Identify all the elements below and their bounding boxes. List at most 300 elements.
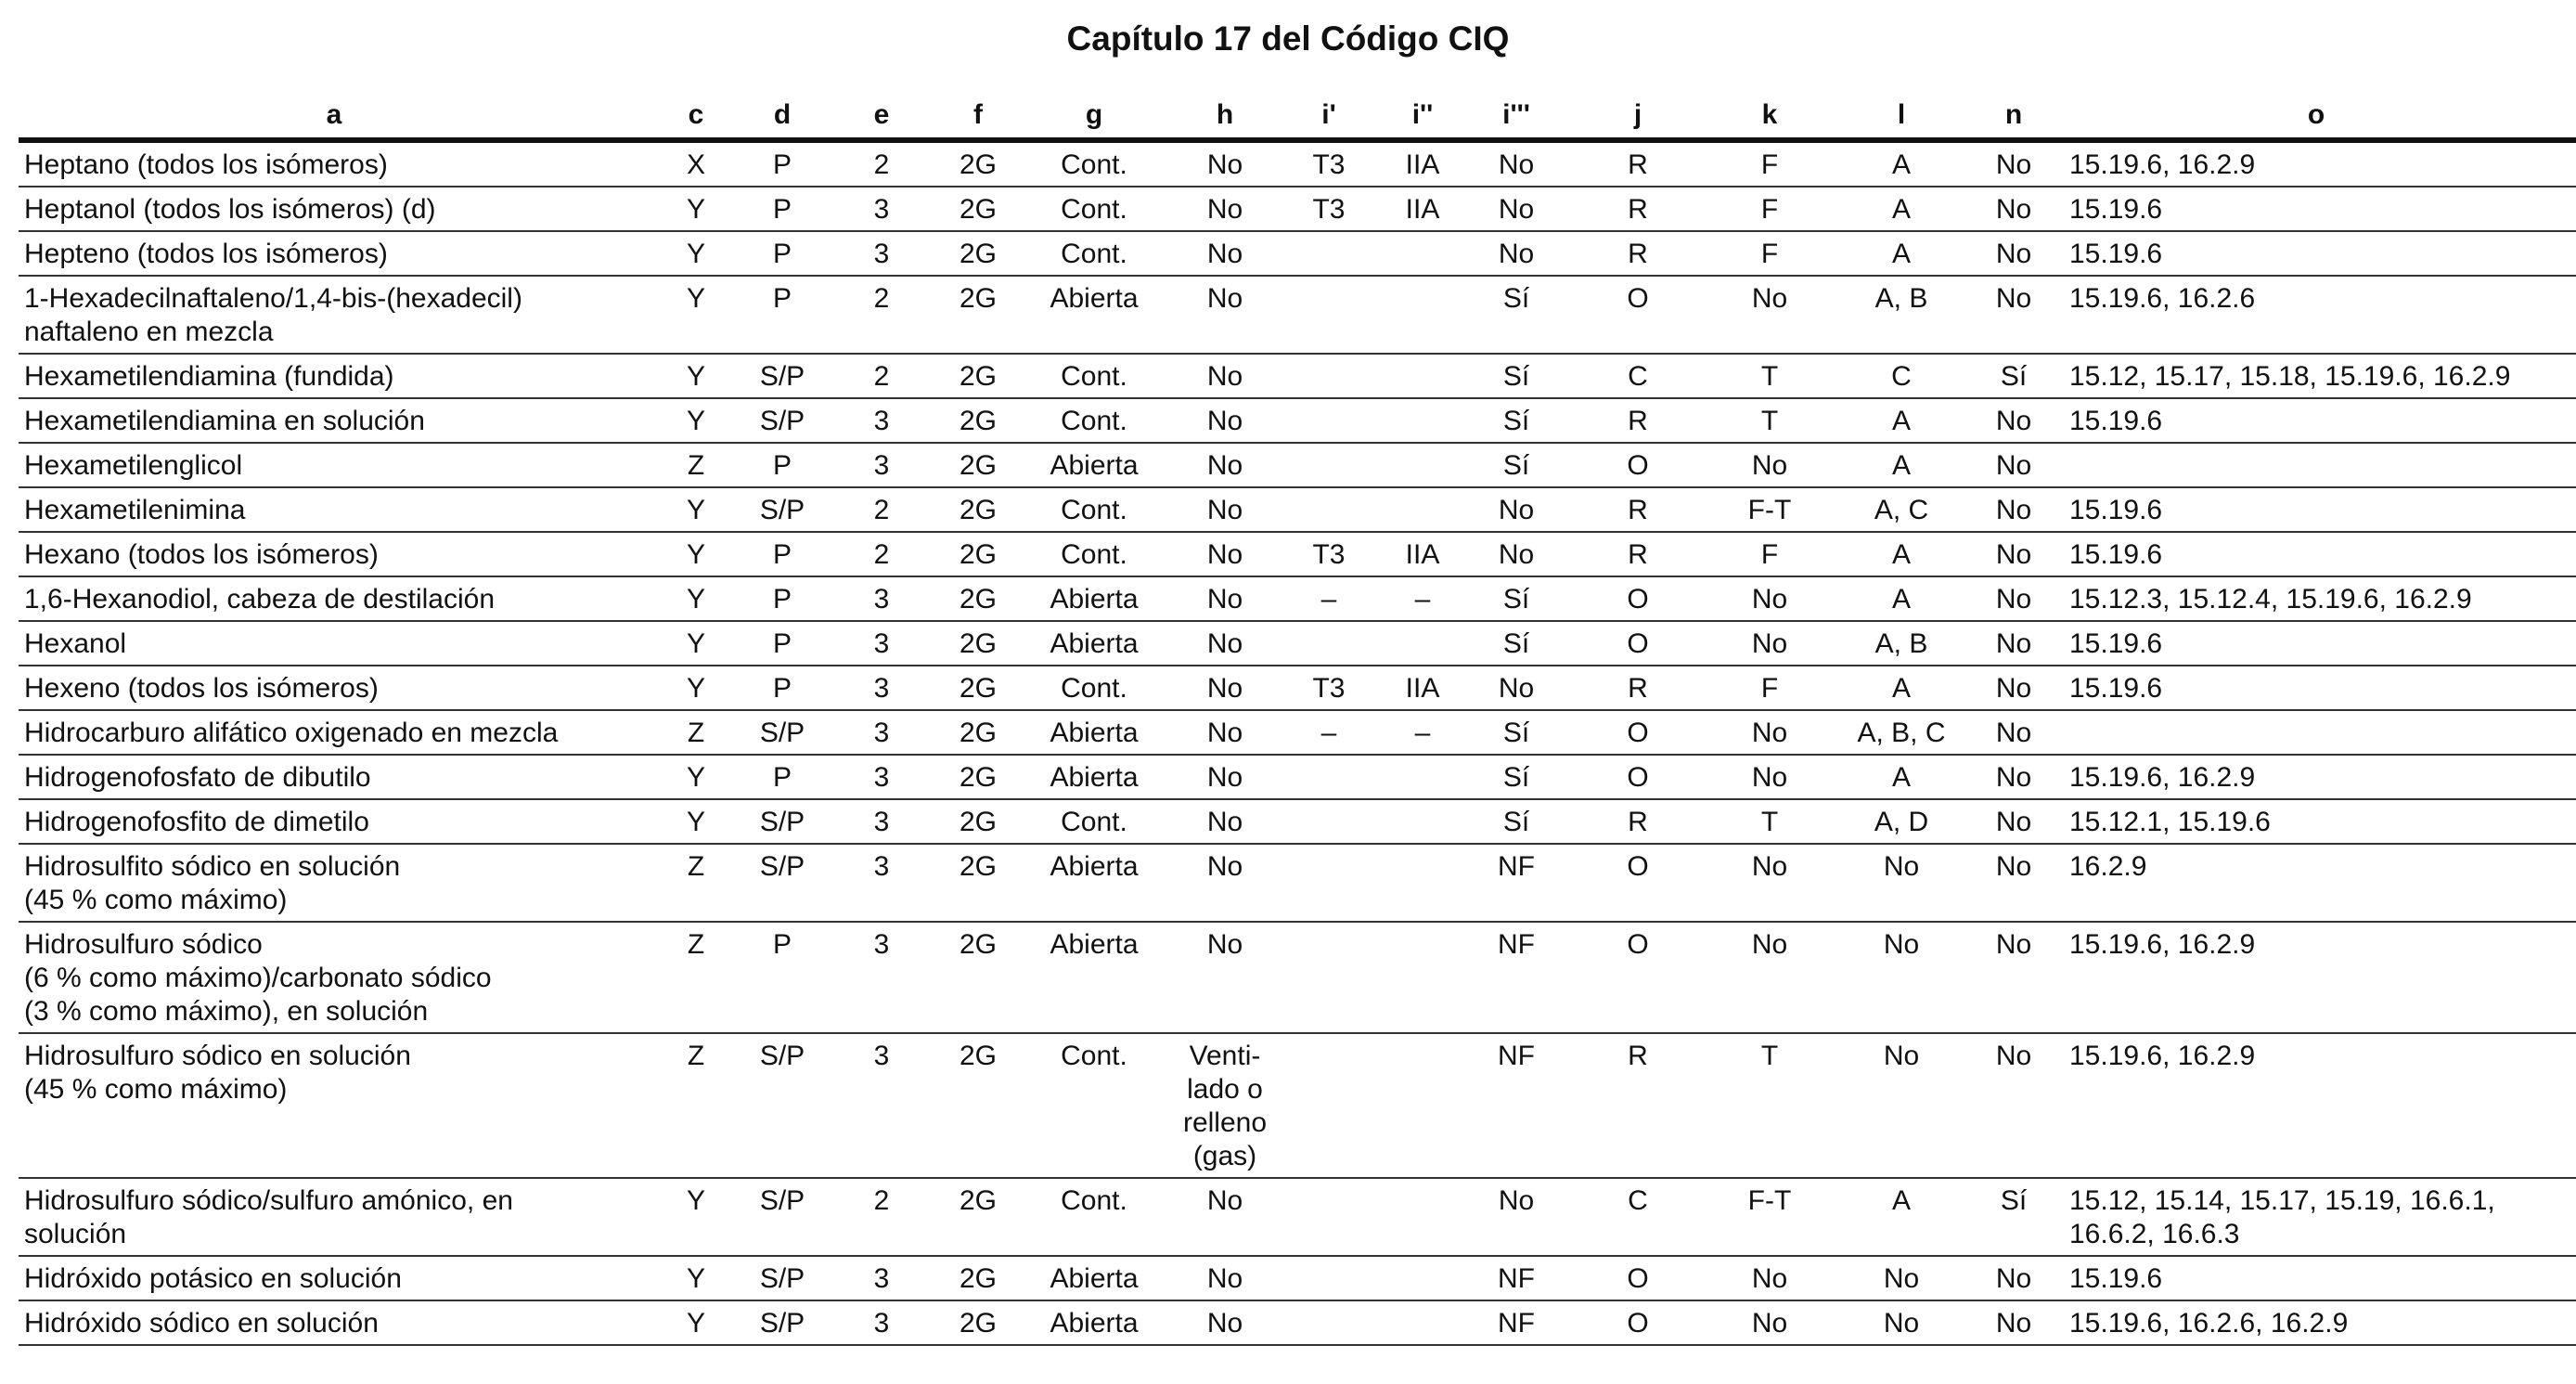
table-cell: No (1464, 532, 1568, 576)
table-cell: 2G (941, 666, 1015, 710)
table-cell: Hidrosulfuro sódico en solución (45 % como máximo) (19, 1033, 650, 1178)
table-cell: 3 (822, 710, 941, 755)
table-cell: Y (650, 621, 742, 666)
table-cell: No (1971, 487, 2056, 532)
table-cell: P (742, 140, 822, 187)
table-cell: Sí (1464, 398, 1568, 443)
table-cell: F-T (1707, 1178, 1832, 1256)
table-row (19, 187, 2576, 231)
table-cell: No (1173, 621, 1277, 666)
table-cell: Cont. (1015, 354, 1173, 398)
table-cell: Abierta (1015, 922, 1173, 1033)
table-cell: O (1568, 710, 1707, 755)
table-cell: P (742, 443, 822, 487)
table-cell: 15.19.6 (2056, 621, 2576, 666)
table-cell: Abierta (1015, 844, 1173, 922)
table-row (19, 844, 2576, 922)
table-cell (1381, 398, 1464, 443)
table-cell: S/P (742, 487, 822, 532)
table-cell: – (1381, 710, 1464, 755)
table-row (19, 532, 2576, 576)
table-cell (1381, 844, 1464, 922)
table-cell: No (1464, 487, 1568, 532)
table-cell (1381, 231, 1464, 276)
table-cell: No (1971, 666, 2056, 710)
table-cell: 2G (941, 1256, 1015, 1300)
table-cell: No (1173, 1178, 1277, 1256)
table-cell: Sí (1464, 799, 1568, 844)
table-cell: Hexametilenimina (19, 487, 650, 532)
table-cell: P (742, 666, 822, 710)
table-cell: Y (650, 354, 742, 398)
table-cell (1381, 487, 1464, 532)
table-cell: No (1173, 755, 1277, 799)
table-cell: 2G (941, 187, 1015, 231)
table-cell: IIA (1381, 532, 1464, 576)
table-cell: Hidróxido sódico en solución (19, 1300, 650, 1345)
table-header-row (19, 93, 2576, 140)
table-cell: No (1173, 487, 1277, 532)
cargo-table (19, 93, 2576, 1346)
table-cell: 2 (822, 532, 941, 576)
table-cell: No (1971, 621, 2056, 666)
table-cell: Abierta (1015, 1256, 1173, 1300)
table-row (19, 799, 2576, 844)
table-cell: No (1971, 398, 2056, 443)
table-cell: No (1971, 231, 2056, 276)
table-cell: Y (650, 1178, 742, 1256)
table-cell: Sí (1971, 354, 2056, 398)
table-cell (1381, 755, 1464, 799)
table-cell: R (1568, 231, 1707, 276)
table-cell: C (1568, 354, 1707, 398)
table-cell: R (1568, 1033, 1707, 1178)
table-cell: F (1707, 666, 1832, 710)
table-cell: Cont. (1015, 231, 1173, 276)
table-cell: C (1568, 1178, 1707, 1256)
table-cell: O (1568, 922, 1707, 1033)
table-row (19, 710, 2576, 755)
table-cell: R (1568, 398, 1707, 443)
table-cell: 3 (822, 443, 941, 487)
table-cell: Abierta (1015, 1300, 1173, 1345)
table-cell (1277, 354, 1381, 398)
table-cell: Cont. (1015, 799, 1173, 844)
table-cell: A (1832, 755, 1971, 799)
table-cell: 2G (941, 844, 1015, 922)
table-cell: 15.19.6 (2056, 187, 2576, 231)
table-cell (1381, 922, 1464, 1033)
table-cell: A, B (1832, 276, 1971, 354)
table-cell: – (1277, 710, 1381, 755)
column-header: k (1707, 93, 1832, 140)
table-cell: 15.19.6 (2056, 1256, 2576, 1300)
table-cell (1277, 398, 1381, 443)
table-cell (1277, 1033, 1381, 1178)
table-cell: R (1568, 140, 1707, 187)
table-cell: 15.12.1, 15.19.6 (2056, 799, 2576, 844)
table-cell: 3 (822, 1033, 941, 1178)
table-cell: Hidrocarburo alifático oxigenado en mezcla (19, 710, 650, 755)
table-cell: Hexametilenglicol (19, 443, 650, 487)
table-cell: Y (650, 532, 742, 576)
table-cell: P (742, 922, 822, 1033)
table-cell: No (1173, 799, 1277, 844)
table-cell: P (742, 755, 822, 799)
table-cell: P (742, 276, 822, 354)
table-cell: No (1971, 710, 2056, 755)
table-cell: 15.12, 15.17, 15.18, 15.19.6, 16.2.9 (2056, 354, 2576, 398)
table-cell: S/P (742, 354, 822, 398)
table-cell: No (1832, 922, 1971, 1033)
table-row (19, 755, 2576, 799)
table-cell (1277, 231, 1381, 276)
column-header: j (1568, 93, 1707, 140)
table-cell: 15.19.6 (2056, 666, 2576, 710)
table-cell: NF (1464, 1256, 1568, 1300)
table-cell: Y (650, 276, 742, 354)
table-cell: F (1707, 532, 1832, 576)
table-cell: – (1277, 576, 1381, 621)
table-cell: No (1464, 140, 1568, 187)
table-cell: No (1173, 1300, 1277, 1345)
table-cell: Hidrogenofosfito de dimetilo (19, 799, 650, 844)
table-cell: No (1971, 799, 2056, 844)
table-cell: 2 (822, 1178, 941, 1256)
table-cell: Z (650, 922, 742, 1033)
table-cell (1277, 844, 1381, 922)
table-cell: Z (650, 710, 742, 755)
table-cell (1381, 354, 1464, 398)
table-cell: 2 (822, 276, 941, 354)
table-cell: – (1381, 576, 1464, 621)
table-cell: Hidrosulfuro sódico (6 % como máximo)/carbonato sódico (3 % como máximo), en solución (19, 922, 650, 1033)
table-cell: 16.2.9 (2056, 844, 2576, 922)
table-cell: 15.12.3, 15.12.4, 15.19.6, 16.2.9 (2056, 576, 2576, 621)
table-cell (1381, 799, 1464, 844)
table-cell: 1-Hexadecilnaftaleno/1,4-bis-(hexadecil) naftaleno en mezcla (19, 276, 650, 354)
column-header: i' (1277, 93, 1381, 140)
table-cell (1381, 1033, 1464, 1178)
table-cell: 3 (822, 844, 941, 922)
table-cell: Y (650, 231, 742, 276)
table-cell: No (1971, 187, 2056, 231)
table-cell (1277, 755, 1381, 799)
table-cell: No (1173, 231, 1277, 276)
table-cell: R (1568, 532, 1707, 576)
column-header: i'' (1381, 93, 1464, 140)
table-cell: Abierta (1015, 576, 1173, 621)
table-cell: Hidrogenofosfato de dibutilo (19, 755, 650, 799)
table-cell: 3 (822, 799, 941, 844)
table-cell (1277, 621, 1381, 666)
table-cell: O (1568, 755, 1707, 799)
table-cell: F-T (1707, 487, 1832, 532)
table-cell: No (1173, 1256, 1277, 1300)
table-cell: 2G (941, 443, 1015, 487)
table-cell: Y (650, 1256, 742, 1300)
table-cell: R (1568, 487, 1707, 532)
table-cell: A, D (1832, 799, 1971, 844)
column-header: d (742, 93, 822, 140)
table-cell: NF (1464, 922, 1568, 1033)
table-cell: Abierta (1015, 755, 1173, 799)
table-cell: No (1173, 443, 1277, 487)
table-cell: No (1707, 621, 1832, 666)
table-cell: No (1464, 187, 1568, 231)
table-cell (1381, 1256, 1464, 1300)
table-cell: Venti- lado o relleno (gas) (1173, 1033, 1277, 1178)
table-cell: IIA (1381, 140, 1464, 187)
table-cell: Hidrosulfito sódico en solución (45 % como máximo) (19, 844, 650, 922)
table-cell: 3 (822, 187, 941, 231)
table-cell: Y (650, 398, 742, 443)
table-cell: No (1971, 576, 2056, 621)
table-cell: P (742, 576, 822, 621)
table-cell: No (1971, 443, 2056, 487)
table-cell: 15.19.6 (2056, 487, 2576, 532)
table-cell: A (1832, 576, 1971, 621)
table-cell: 1,6-Hexanodiol, cabeza de destilación (19, 576, 650, 621)
table-cell: O (1568, 621, 1707, 666)
table-cell: A (1832, 1178, 1971, 1256)
table-cell: 2G (941, 1300, 1015, 1345)
table-cell: Hexametilendiamina (fundida) (19, 354, 650, 398)
table-row (19, 666, 2576, 710)
table-cell: Sí (1464, 354, 1568, 398)
table-cell: No (1971, 1033, 2056, 1178)
table-cell: R (1568, 187, 1707, 231)
table-cell: Y (650, 755, 742, 799)
table-cell: P (742, 532, 822, 576)
table-cell: No (1971, 922, 2056, 1033)
table-cell: R (1568, 666, 1707, 710)
table-cell: 15.19.6 (2056, 532, 2576, 576)
table-cell: T (1707, 398, 1832, 443)
table-cell: 2 (822, 487, 941, 532)
table-cell: Heptanol (todos los isómeros) (d) (19, 187, 650, 231)
table-cell: O (1568, 576, 1707, 621)
table-cell: No (1173, 576, 1277, 621)
table-cell: 2G (941, 710, 1015, 755)
table-cell (1277, 487, 1381, 532)
table-cell: Y (650, 799, 742, 844)
table-cell: No (1173, 276, 1277, 354)
table-cell: 2G (941, 276, 1015, 354)
table-cell: No (1173, 710, 1277, 755)
table-cell: C (1832, 354, 1971, 398)
table-cell: T (1707, 799, 1832, 844)
table-cell: P (742, 231, 822, 276)
column-header: o (2056, 93, 2576, 140)
table-cell: No (1173, 532, 1277, 576)
table-cell: Heptano (todos los isómeros) (19, 140, 650, 187)
table-cell: S/P (742, 1256, 822, 1300)
column-header: e (822, 93, 941, 140)
table-cell (2056, 443, 2576, 487)
table-cell: No (1832, 1300, 1971, 1345)
table-cell: No (1707, 1300, 1832, 1345)
table-cell: 2G (941, 398, 1015, 443)
table-cell: Hidrosulfuro sódico/sulfuro amónico, en solución (19, 1178, 650, 1256)
table-cell: Cont. (1015, 140, 1173, 187)
table-cell: T3 (1277, 187, 1381, 231)
column-header: l (1832, 93, 1971, 140)
table-cell: No (1971, 532, 2056, 576)
column-header: g (1015, 93, 1173, 140)
table-cell: Sí (1464, 576, 1568, 621)
table-cell: F (1707, 187, 1832, 231)
table-cell: Hidróxido potásico en solución (19, 1256, 650, 1300)
table-cell: 2G (941, 621, 1015, 666)
table-row (19, 1300, 2576, 1345)
table-cell: 2G (941, 1178, 1015, 1256)
table-cell: No (1707, 710, 1832, 755)
table-cell: No (1707, 1256, 1832, 1300)
table-cell: S/P (742, 799, 822, 844)
table-cell: 2G (941, 487, 1015, 532)
page-title: Capítulo 17 del Código CIQ (1066, 19, 1510, 58)
table-cell (1381, 276, 1464, 354)
table-cell: No (1464, 666, 1568, 710)
table-cell: Z (650, 1033, 742, 1178)
table-cell: Sí (1464, 443, 1568, 487)
table-cell: Sí (1464, 755, 1568, 799)
table-cell: A, C (1832, 487, 1971, 532)
table-cell: No (1707, 755, 1832, 799)
table-cell: T (1707, 1033, 1832, 1178)
table-cell: NF (1464, 1033, 1568, 1178)
table-cell: No (1971, 276, 2056, 354)
table-cell: T3 (1277, 140, 1381, 187)
table-cell: O (1568, 844, 1707, 922)
table-cell: A (1832, 140, 1971, 187)
table-cell (1381, 621, 1464, 666)
table-cell: No (1832, 1033, 1971, 1178)
table-cell: 15.19.6, 16.2.6, 16.2.9 (2056, 1300, 2576, 1345)
table-cell: Cont. (1015, 187, 1173, 231)
table-cell: S/P (742, 1300, 822, 1345)
table-cell: Y (650, 666, 742, 710)
table-cell: No (1832, 844, 1971, 922)
table-cell: No (1173, 140, 1277, 187)
table-cell: F (1707, 140, 1832, 187)
table-cell: No (1464, 1178, 1568, 1256)
table-cell: No (1707, 576, 1832, 621)
table-cell: 2G (941, 576, 1015, 621)
table-cell: A, B (1832, 621, 1971, 666)
table-cell: IIA (1381, 187, 1464, 231)
table-cell: T (1707, 354, 1832, 398)
table-cell: 2 (822, 354, 941, 398)
table-cell (1277, 1300, 1381, 1345)
table-row (19, 1178, 2576, 1256)
table-cell: Sí (1464, 710, 1568, 755)
table-cell: A (1832, 443, 1971, 487)
table-cell: Hexano (todos los isómeros) (19, 532, 650, 576)
table-cell: 15.19.6, 16.2.9 (2056, 140, 2576, 187)
table-row (19, 231, 2576, 276)
table-cell: 3 (822, 231, 941, 276)
column-header: h (1173, 93, 1277, 140)
table-cell: No (1173, 354, 1277, 398)
column-header: c (650, 93, 742, 140)
table-cell (1277, 443, 1381, 487)
table-row (19, 576, 2576, 621)
table-cell: Z (650, 443, 742, 487)
column-header: i''' (1464, 93, 1568, 140)
table-cell: NF (1464, 844, 1568, 922)
table-cell: T3 (1277, 532, 1381, 576)
table-cell: Sí (1464, 621, 1568, 666)
table-cell: O (1568, 1300, 1707, 1345)
table-cell: A, B, C (1832, 710, 1971, 755)
table-cell: Cont. (1015, 398, 1173, 443)
table-cell: Abierta (1015, 276, 1173, 354)
table-cell: R (1568, 799, 1707, 844)
table-cell: 3 (822, 576, 941, 621)
table-cell: No (1971, 1256, 2056, 1300)
table-cell: 15.19.6, 16.2.9 (2056, 755, 2576, 799)
table-row (19, 443, 2576, 487)
table-cell: Abierta (1015, 443, 1173, 487)
table-cell: Y (650, 487, 742, 532)
table-cell: No (1707, 844, 1832, 922)
table-cell: 2 (822, 140, 941, 187)
table-cell: 2G (941, 532, 1015, 576)
table-cell: 2G (941, 922, 1015, 1033)
table-cell: NF (1464, 1300, 1568, 1345)
table-cell: No (1707, 443, 1832, 487)
table-cell: 2G (941, 140, 1015, 187)
table-cell: Cont. (1015, 1033, 1173, 1178)
table-cell: Sí (1971, 1178, 2056, 1256)
table-cell: 3 (822, 398, 941, 443)
table-cell: Hexeno (todos los isómeros) (19, 666, 650, 710)
table-cell: No (1971, 755, 2056, 799)
table-row (19, 276, 2576, 354)
table-cell: 3 (822, 621, 941, 666)
table-cell: 2G (941, 231, 1015, 276)
table-cell: 15.19.6, 16.2.9 (2056, 922, 2576, 1033)
table-cell: Abierta (1015, 710, 1173, 755)
table-cell: S/P (742, 398, 822, 443)
table-cell: T3 (1277, 666, 1381, 710)
table-cell: O (1568, 1256, 1707, 1300)
table-cell: Sí (1464, 276, 1568, 354)
table-cell: No (1173, 844, 1277, 922)
table-cell: No (1971, 1300, 2056, 1345)
table-cell: 15.12, 15.14, 15.17, 15.19, 16.6.1, 16.6.2, 16.6.3 (2056, 1178, 2576, 1256)
table-cell: A (1832, 666, 1971, 710)
table-row (19, 140, 2576, 187)
table-cell: 3 (822, 755, 941, 799)
table-cell: Hexanol (19, 621, 650, 666)
table-cell: Cont. (1015, 666, 1173, 710)
table-cell: 15.19.6, 16.2.9 (2056, 1033, 2576, 1178)
table-row (19, 398, 2576, 443)
table-cell: O (1568, 276, 1707, 354)
table-cell: P (742, 621, 822, 666)
table-cell: No (1173, 187, 1277, 231)
table-cell (1277, 922, 1381, 1033)
table-cell (1277, 799, 1381, 844)
table-cell: No (1832, 1256, 1971, 1300)
table-cell (1381, 1300, 1464, 1345)
table-cell: S/P (742, 1033, 822, 1178)
table-cell: 2G (941, 1033, 1015, 1178)
table-row (19, 487, 2576, 532)
